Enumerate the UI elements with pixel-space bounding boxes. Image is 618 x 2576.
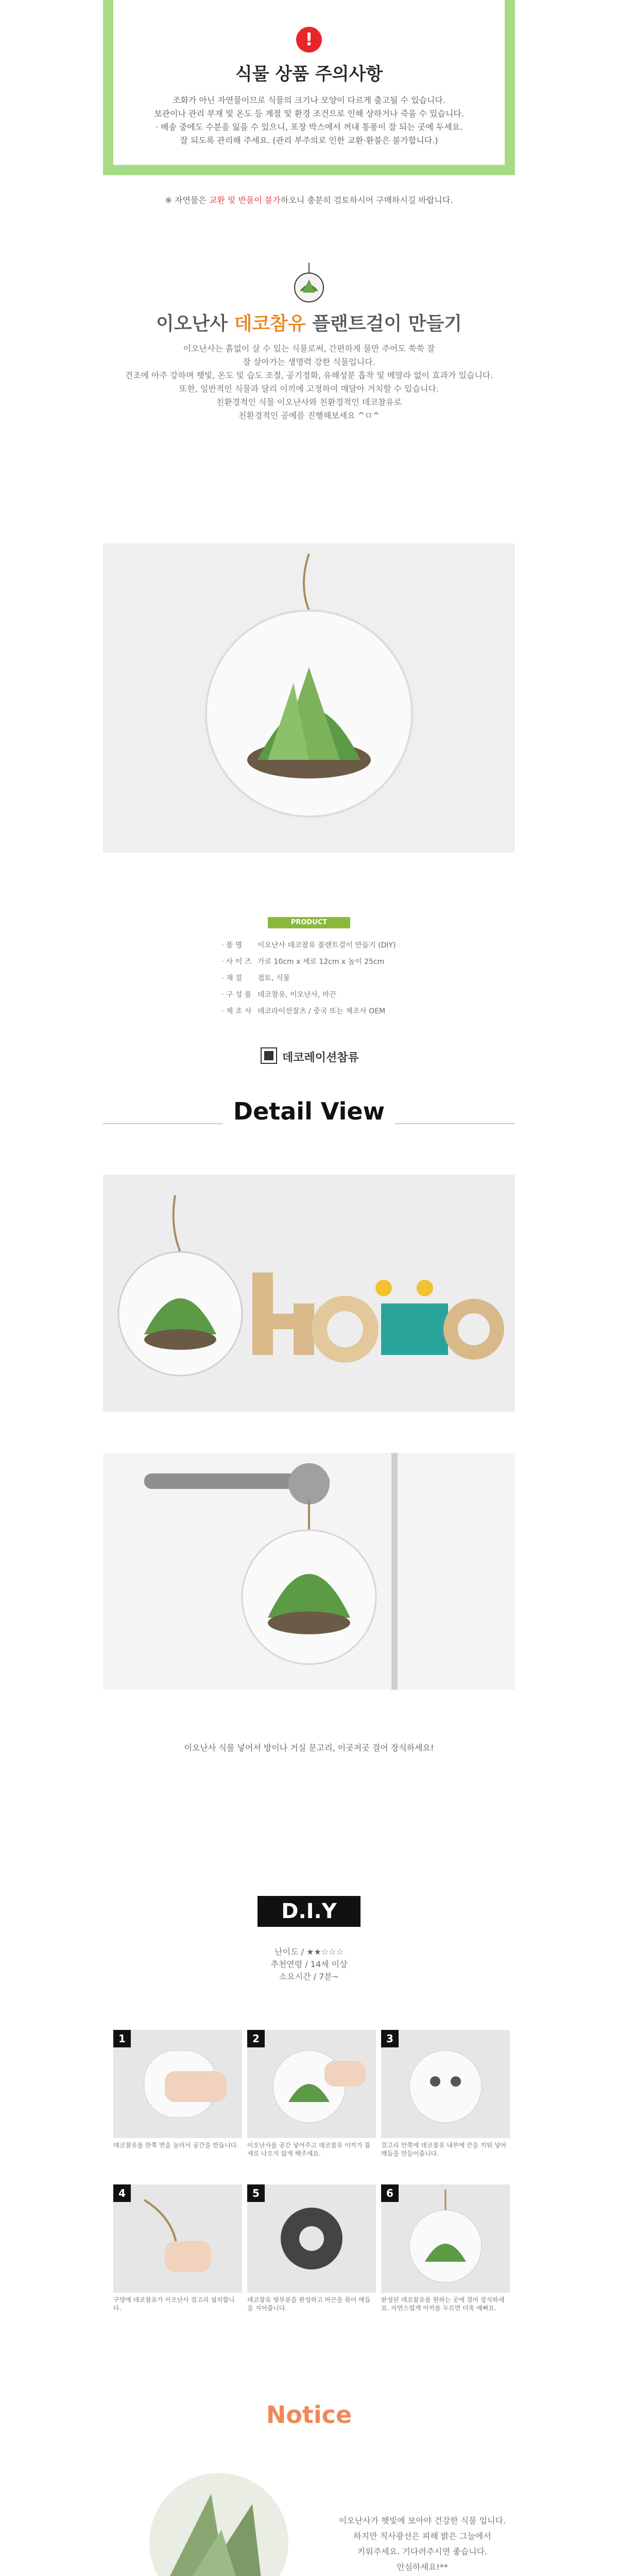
notice-text: 안심하세요!** xyxy=(397,2562,448,2572)
product-info-row xyxy=(221,989,489,999)
notice-footer-post: 하오니 충분히 검토하시어 구매하시길 바랍니다. xyxy=(280,195,453,205)
intro-line: 또한, 일반적인 식물과 달리 이끼에 고정하여 매달아 거치할 수 있습니다. xyxy=(179,384,439,394)
brand-logo-icon xyxy=(260,1047,278,1064)
step-photo xyxy=(113,2184,242,2293)
diy-step xyxy=(113,2184,242,2329)
intro-line: 이오난사는 흙없이 살 수 있는 식물로써, 간편하게 물만 주어도 쑥쑥 잘 xyxy=(183,344,435,353)
notice-line: · 배송 중에도 수분을 잃을 수 있으니, 포장 박스에서 꺼내 통풍이 잘 되는 곳에 두세요. xyxy=(155,122,463,132)
step-caption: 완성된 데코참유를 원하는 곳에 걸어 장식하세요. 자연스럽게 이끼를 두르면 더욱 예뻐요. xyxy=(381,2296,505,2312)
step-number: 4 xyxy=(113,2184,131,2202)
diy-step xyxy=(381,2184,510,2329)
warning-icon: ! xyxy=(296,27,322,53)
step-number: 2 xyxy=(247,2030,265,2047)
step-photo xyxy=(247,2184,376,2293)
aloe-photo xyxy=(149,2473,288,2576)
notice-text: 하지만 직사광선은 피해 밝은 그늘에서 xyxy=(353,2531,491,2541)
step-caption: 데코참유를 한쪽 면을 눌러서 공간을 만듭니다. xyxy=(113,2142,239,2149)
hanging-plant-icon xyxy=(288,263,330,304)
step-caption: 이오난사를 공간 넣어주고 데코참유 이끼가 틈새로 나오지 않게 해주세요. xyxy=(247,2142,371,2157)
step-photo xyxy=(113,2030,242,2138)
intro-line: 친환경적인 공예를 진행해보세요 ^ㅁ^ xyxy=(238,411,380,420)
hero-title-highlight: 데코참유 xyxy=(234,313,306,334)
step-caption: 데코참유 윗부분을 완성하고 마끈을 묶어 매듭을 지어줍니다. xyxy=(247,2296,371,2312)
intro-line: 잘 살아가는 생명력 강한 식물입니다. xyxy=(243,357,375,367)
product-info-label: · 품 명 xyxy=(221,941,243,950)
step-number: 1 xyxy=(113,2030,131,2047)
detail-caption: 이오난사 식물 넣어서 방이나 거실 문고리, 이곳저곳 걸어 장식하세요! xyxy=(184,1743,434,1753)
step-caption: 구멍에 데코참유가 이오난사 걸고리 설치합니다. xyxy=(113,2296,235,2312)
product-info-row xyxy=(221,1006,489,1016)
diy-time: 소요시간 / 7분~ xyxy=(279,1972,339,1981)
diy-step xyxy=(247,2030,376,2169)
hero-title-part: 이오난사 xyxy=(156,313,234,334)
notice-text: 이오난사가 햇빛에 보아야 건강한 식물 입니다. xyxy=(338,2516,506,2526)
diy-step xyxy=(381,2030,510,2169)
step-number: 6 xyxy=(381,2184,399,2202)
product-info-value: 이오난사 데코참유 플랜트걸이 만들기 (DIY) xyxy=(258,941,396,950)
step-number: 5 xyxy=(247,2184,265,2202)
diy-difficulty: 난이도 / ★★☆☆☆ xyxy=(274,1947,344,1957)
product-info-row xyxy=(221,940,489,950)
notice-footer-pre: ※ 자연물은 xyxy=(165,195,209,205)
detail-photo-door xyxy=(103,1453,515,1690)
notice-footer xyxy=(113,194,505,206)
step-photo xyxy=(381,2030,510,2138)
product-info-value: 가로 10cm x 세로 12cm x 높이 25cm xyxy=(258,958,385,966)
notice-text: 키워주세요. 기다려주시면 좋습니다. xyxy=(357,2547,488,2556)
diy-step xyxy=(113,2030,242,2169)
diy-title: D.I.Y xyxy=(258,1896,360,1927)
product-info-row xyxy=(221,956,489,967)
notice-line: 보관이나 관리 부재 및 온도 등 계절 및 환경 조건으로 인해 상하거나 죽을 수 있습니다. xyxy=(154,109,464,118)
notice-line: 조화가 아닌 자연물이므로 식물의 크기나 모양이 다르게 출고될 수 있습니다. xyxy=(173,95,445,105)
diy-step xyxy=(247,2184,376,2329)
product-info-label: · 재 질 xyxy=(221,974,243,982)
notice-title: 식물 상품 주의사항 xyxy=(235,64,383,84)
step-photo xyxy=(247,2030,376,2138)
intro-line: 건조에 아주 강하며 햇빛, 온도 및 습도 조절, 공기정화, 유해성분 흡착 및 메말라 없이 효과가 있습니다. xyxy=(125,370,493,380)
detail-view-title xyxy=(103,1097,515,1125)
notice-section-title: Notice xyxy=(266,2401,352,2429)
product-info-value: 데코라이선잘츠 / 중국 또는 제조사 OEM xyxy=(258,1007,386,1015)
product-info-label: · 구 성 품 xyxy=(221,991,252,999)
step-photo xyxy=(381,2184,510,2293)
product-info-value: 점토, 식물 xyxy=(258,974,290,982)
step-number: 3 xyxy=(381,2030,399,2047)
detail-photo-home xyxy=(103,1175,515,1412)
product-info-label: · 제 조 사 xyxy=(221,1007,252,1015)
intro-line: 친환경적인 식물 이오난사와 친환경적인 데코참유로 xyxy=(216,397,402,407)
step-caption: 걸고리 안쪽에 데코참유 내부에 끈을 끼워 넣어 매듭을 만들어줍니다. xyxy=(381,2142,507,2157)
notice-line: 잘 되도록 관리해 주세요. (관리 부주의로 인한 교환·환불은 불가합니다.) xyxy=(180,135,438,145)
product-photo xyxy=(103,544,515,853)
notice-footer-red: 교환 및 반품이 불가 xyxy=(209,195,281,205)
hero-title xyxy=(103,309,515,335)
product-info-value: 데코참유, 이오난사, 마끈 xyxy=(258,991,337,999)
product-info-badge: PRODUCT INFORMATION xyxy=(268,917,350,928)
diy-age: 추천연령 / 14세 이상 xyxy=(270,1959,348,1969)
detail-view-title-text: Detail View xyxy=(223,1097,395,1125)
product-info-label: · 사 이 즈 xyxy=(221,958,252,966)
brand-name: 데코레이션참류 xyxy=(282,1052,359,1064)
hero-title-part: 플랜트걸이 만들기 xyxy=(305,313,462,334)
product-info-row xyxy=(221,973,489,983)
